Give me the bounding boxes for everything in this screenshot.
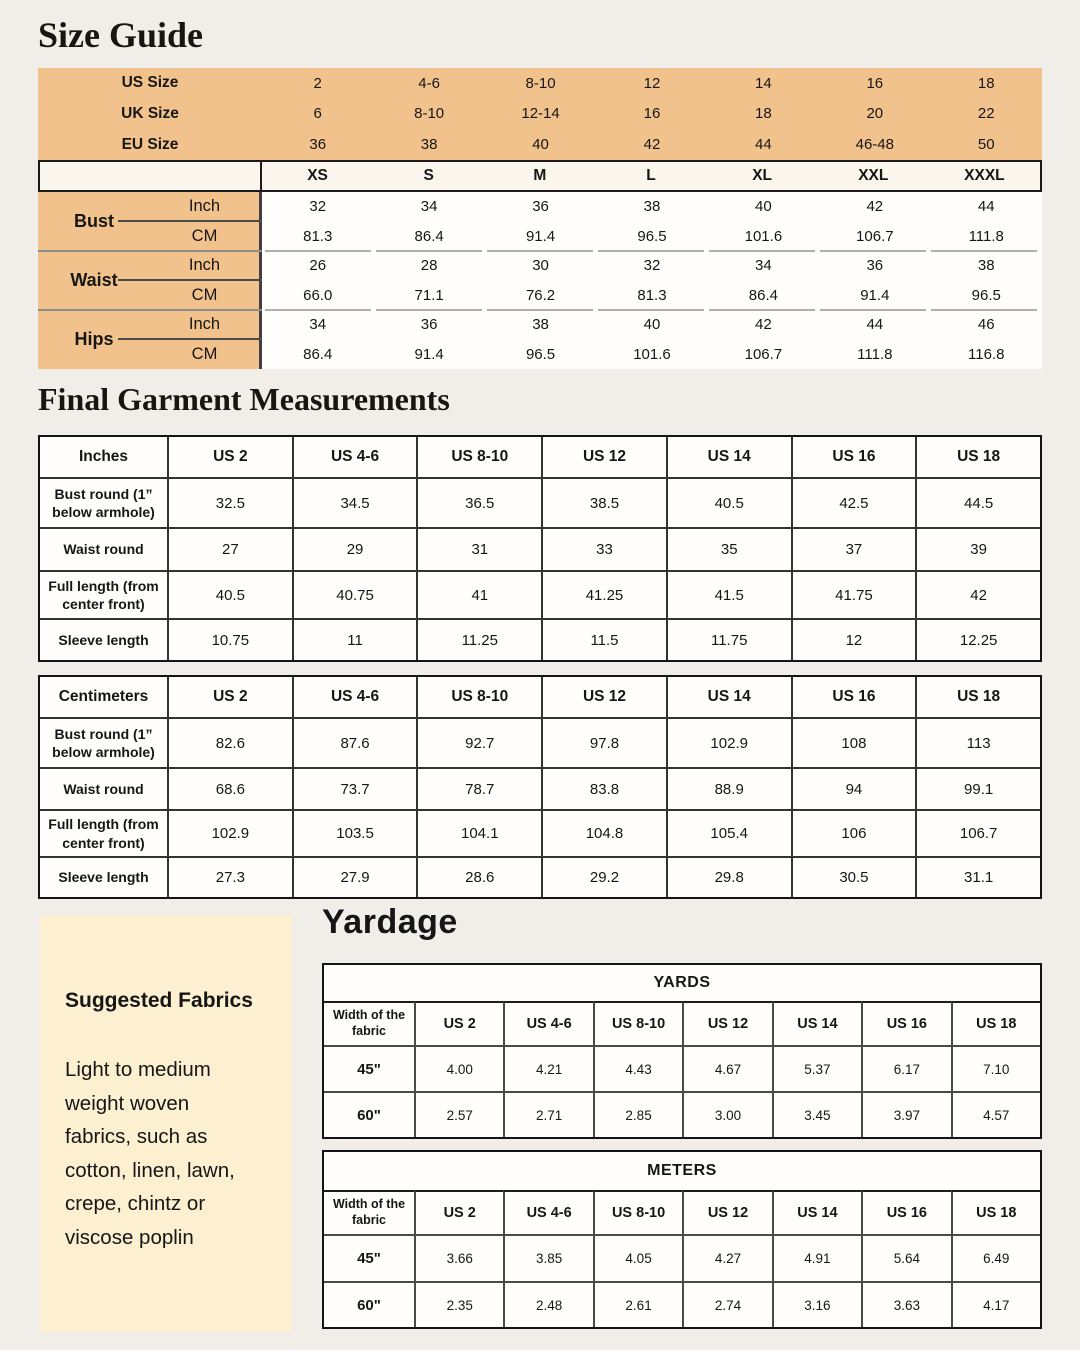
size-region-row [38,99,1042,130]
size-letter-label: XXXL [964,166,1005,184]
value-cell: 36.5 [416,477,541,527]
unit-label: Inch [150,251,262,281]
sizes-row-spacer [40,162,262,190]
measurement-value: 86.4 [262,339,373,369]
value-cell: 2.57 [414,1091,503,1137]
column-header: US 4-6 [292,677,417,717]
column-header: US 4-6 [292,437,417,477]
garment-measurements-title: Final Garment Measurements [38,381,450,417]
measurement-value: 34 [262,310,373,340]
measurement-value: 36 [373,310,484,340]
value-cell: 35 [666,527,791,570]
value-cell: 6.49 [951,1234,1040,1281]
value-cell: 83.8 [541,767,666,809]
value-cell: 33 [541,527,666,570]
size-guide-title: Size Guide [38,15,204,55]
value-cell: 2.85 [593,1091,682,1137]
measurement-value: 36 [485,192,596,222]
measurement-value: 44 [819,310,930,340]
row-label: Waist round [40,767,167,809]
region-value: 2 [313,74,322,92]
measurement-value: 38 [931,251,1042,281]
region-value: 22 [977,105,995,123]
measurement-value: 38 [596,192,707,222]
region-value: 8-10 [525,74,556,92]
column-header: US 14 [666,437,791,477]
row-label: Bust round (1” below armhole) [40,717,167,767]
region-value: 12-14 [521,105,560,123]
value-cell: 102.9 [666,717,791,767]
measurement-value: 66.0 [262,280,373,310]
measurement-value: 96.5 [485,339,596,369]
value-cell: 29.8 [666,856,791,897]
measurement-value: 34 [708,251,819,281]
value-cell: 12 [791,618,916,660]
column-header: US 16 [791,437,916,477]
value-cell: 40.5 [167,570,292,618]
garment-inches-table [38,435,1042,662]
region-value: 36 [309,136,327,154]
value-cell: 113 [915,717,1040,767]
value-cell: 27 [167,527,292,570]
value-cell: 11.5 [541,618,666,660]
region-value: 14 [755,74,772,92]
column-header: US 2 [167,437,292,477]
measurement-value: 76.2 [485,280,596,310]
measurement-value: 91.4 [819,280,930,310]
measurement-value: 81.3 [596,280,707,310]
measurement-subrow [150,251,1042,281]
value-cell: 27.3 [167,856,292,897]
region-value: 16 [866,74,884,92]
measurement-rows [150,251,1042,310]
row-label: 45" [324,1234,414,1281]
region-value: 4-6 [418,74,440,92]
value-cell: 41.75 [791,570,916,618]
measurement-rows [150,310,1042,369]
column-header: US 16 [791,677,916,717]
suggested-fabrics-line: Light to medium [65,1058,211,1081]
value-cell: 4.17 [951,1281,1040,1327]
value-cell: 31 [416,527,541,570]
region-value: 50 [977,136,995,154]
column-header: US 18 [915,677,1040,717]
value-cell: 10.75 [167,618,292,660]
value-cell: 3.63 [861,1281,950,1327]
value-cell: 4.57 [951,1091,1040,1137]
measurement-name: Waist [38,251,150,310]
column-header: US 14 [666,677,791,717]
region-value: 40 [532,136,549,154]
suggested-fabrics-text [65,1053,235,1254]
measurement-value: 86.4 [373,221,484,251]
yardage-yards-table [322,963,1042,1139]
yardage-title: Yardage [322,903,458,941]
value-cell: 2.61 [593,1281,682,1327]
measurement-value: 28 [373,251,484,281]
column-header: US 16 [861,1190,950,1234]
region-value: 16 [643,105,661,123]
measurement-value: 96.5 [596,221,707,251]
measurement-group [38,310,1042,369]
value-cell: 28.6 [416,856,541,897]
value-cell: 94 [791,767,916,809]
column-header: US 8-10 [416,677,541,717]
value-cell: 108 [791,717,916,767]
measurement-value: 26 [262,251,373,281]
suggested-fabrics-title: Suggested Fabrics [65,989,253,1012]
yardage-meters-table [322,1150,1042,1329]
value-cell: 41.5 [666,570,791,618]
value-cell: 105.4 [666,809,791,856]
yards-unit-title: YARDS [653,974,711,991]
value-cell: 11 [292,618,417,660]
column-header: US 12 [682,1001,771,1045]
measurement-value: 36 [819,251,930,281]
value-cell: 42 [915,570,1040,618]
region-label: EU Size [121,135,179,153]
value-cell: 99.1 [915,767,1040,809]
row-label: 60" [324,1091,414,1137]
value-cell: 3.00 [682,1091,771,1137]
size-region-rows [38,68,1042,160]
region-value: 18 [755,105,772,123]
size-letter-label: XL [752,166,773,184]
unit-divider-line [118,220,262,222]
value-cell: 2.48 [503,1281,592,1327]
measurement-value: 42 [708,310,819,340]
value-cell: 40.75 [292,570,417,618]
row-label: Sleeve length [40,618,167,660]
value-cell: 102.9 [167,809,292,856]
column-header: US 4-6 [503,1190,592,1234]
unit-label: CM [150,280,262,310]
measurement-value: 40 [708,192,819,222]
measurement-name: Bust [38,192,150,251]
row-label: Sleeve length [40,856,167,897]
unit-label: CM [150,339,262,369]
measurement-value: 116.8 [931,339,1042,369]
value-cell: 3.85 [503,1234,592,1281]
yards-corner-label: Width of the fabric [324,1001,414,1045]
suggested-fabrics-line: fabrics, such as [65,1125,208,1148]
measurement-value: 101.6 [596,339,707,369]
column-header: US 2 [414,1001,503,1045]
value-cell: 87.6 [292,717,417,767]
region-value: 18 [977,74,995,92]
value-cell: 106.7 [915,809,1040,856]
measurement-value: 71.1 [373,280,484,310]
value-cell: 4.27 [682,1234,771,1281]
size-region-row [38,129,1042,160]
measurement-value: 44 [931,192,1042,222]
value-cell: 78.7 [416,767,541,809]
measurement-value: 42 [819,192,930,222]
column-header: US 8-10 [593,1190,682,1234]
size-letter-label: XXL [858,166,889,184]
size-letter-label: M [533,166,547,184]
suggested-fabrics-panel [40,915,292,1332]
measurement-value: 32 [596,251,707,281]
value-cell: 106 [791,809,916,856]
region-value: 6 [313,105,322,123]
value-cell: 31.1 [915,856,1040,897]
value-cell: 4.43 [593,1045,682,1091]
row-label: Bust round (1” below armhole) [40,477,167,527]
value-cell: 34.5 [292,477,417,527]
region-value: 44 [755,136,772,154]
column-header: US 18 [915,437,1040,477]
value-cell: 38.5 [541,477,666,527]
suggested-fabrics-line: cotton, linen, lawn, [65,1158,235,1182]
value-cell: 3.97 [861,1091,950,1137]
measurement-value: 111.8 [819,339,930,369]
region-label: UK Size [121,104,179,122]
column-header: US 18 [951,1001,1040,1045]
value-cell: 92.7 [416,717,541,767]
measurement-group [38,192,1042,251]
measurement-value: 106.7 [708,339,819,369]
measurement-value: 106.7 [819,221,930,251]
garment-centimeters-table [38,675,1042,899]
measurement-value: 91.4 [485,221,596,251]
value-cell: 6.17 [861,1045,950,1091]
region-value: 8-10 [414,105,445,123]
size-region-row [38,68,1042,99]
value-cell: 82.6 [167,717,292,767]
value-cell: 32.5 [167,477,292,527]
value-cell: 29.2 [541,856,666,897]
meters-unit-title: METERS [647,1162,717,1179]
value-cell: 2.35 [414,1281,503,1327]
region-label: US Size [121,74,179,92]
measurement-subrow [150,310,1042,340]
measurement-value: 38 [485,310,596,340]
measurement-value: 96.5 [931,280,1042,310]
value-cell: 68.6 [167,767,292,809]
value-cell: 73.7 [292,767,417,809]
column-header: US 2 [167,677,292,717]
value-cell: 104.8 [541,809,666,856]
measurement-rows [150,192,1042,251]
measurement-subrow [150,339,1042,369]
value-cell: 7.10 [951,1045,1040,1091]
value-cell: 4.00 [414,1045,503,1091]
column-header: US 12 [541,677,666,717]
unit-label: CM [150,221,262,251]
measurement-value: 101.6 [708,221,819,251]
measurement-subrow [150,221,1042,251]
meters-corner-label: Width of the fabric [324,1190,414,1234]
measurement-value: 111.8 [931,221,1042,251]
size-letter-label: S [423,166,434,184]
column-header: US 14 [772,1190,861,1234]
measurement-value: 86.4 [708,280,819,310]
region-value: 20 [866,105,884,123]
value-cell: 2.74 [682,1281,771,1327]
size-conversion-table [38,68,1042,369]
column-header: US 8-10 [416,437,541,477]
column-header: US 12 [682,1190,771,1234]
value-cell: 44.5 [915,477,1040,527]
unit-divider-line [118,279,262,281]
measurement-subrow [150,192,1042,222]
value-cell: 104.1 [416,809,541,856]
value-cell: 4.67 [682,1045,771,1091]
measurement-name: Hips [38,310,150,369]
value-cell: 39 [915,527,1040,570]
suggested-fabrics-line: weight woven [65,1091,190,1115]
suggested-fabrics-line: crepe, chintz or [65,1192,206,1215]
size-letter-label: L [646,166,656,184]
unit-label: Inch [150,192,262,222]
row-label: Full length (from center front) [40,570,167,618]
measurement-subrow [150,280,1042,310]
value-cell: 42.5 [791,477,916,527]
value-cell: 5.64 [861,1234,950,1281]
measurement-value: 81.3 [262,221,373,251]
inches-corner-label: Inches [78,448,129,465]
measurement-value: 91.4 [373,339,484,369]
value-cell: 11.25 [416,618,541,660]
row-label: Waist round [40,527,167,570]
value-cell: 4.05 [593,1234,682,1281]
region-value: 42 [643,136,661,154]
unit-label: Inch [150,310,262,340]
column-header: US 14 [772,1001,861,1045]
measurement-value: 30 [485,251,596,281]
column-header: US 4-6 [503,1001,592,1045]
measurement-value: 32 [262,192,373,222]
region-value: 46-48 [855,136,894,154]
unit-divider-line [118,338,262,340]
value-cell: 3.45 [772,1091,861,1137]
region-value: 38 [420,136,438,154]
value-cell: 2.71 [503,1091,592,1137]
measurement-value: 46 [931,310,1042,340]
value-cell: 103.5 [292,809,417,856]
row-label: Full length (from center front) [40,809,167,856]
column-header: US 8-10 [593,1001,682,1045]
value-cell: 11.75 [666,618,791,660]
value-cell: 88.9 [666,767,791,809]
region-value: 12 [643,74,661,92]
measurement-group [38,251,1042,310]
suggested-fabrics-line: viscose poplin [65,1225,194,1249]
row-label: 45" [324,1045,414,1091]
column-header: US 2 [414,1190,503,1234]
value-cell: 30.5 [791,856,916,897]
measurement-value: 40 [596,310,707,340]
value-cell: 3.66 [414,1234,503,1281]
value-cell: 37 [791,527,916,570]
value-cell: 29 [292,527,417,570]
measurement-value: 34 [373,192,484,222]
column-header: US 18 [951,1190,1040,1234]
value-cell: 41 [416,570,541,618]
value-cell: 4.91 [772,1234,861,1281]
letter-sizes-row [38,160,1042,192]
column-header: US 12 [541,437,666,477]
value-cell: 12.25 [915,618,1040,660]
value-cell: 40.5 [666,477,791,527]
row-label: 60" [324,1281,414,1327]
centimeters-corner-label: Centimeters [58,688,149,705]
size-letter-label: XS [307,166,328,184]
value-cell: 5.37 [772,1045,861,1091]
value-cell: 97.8 [541,717,666,767]
value-cell: 41.25 [541,570,666,618]
value-cell: 27.9 [292,856,417,897]
value-cell: 4.21 [503,1045,592,1091]
column-header: US 16 [861,1001,950,1045]
value-cell: 3.16 [772,1281,861,1327]
